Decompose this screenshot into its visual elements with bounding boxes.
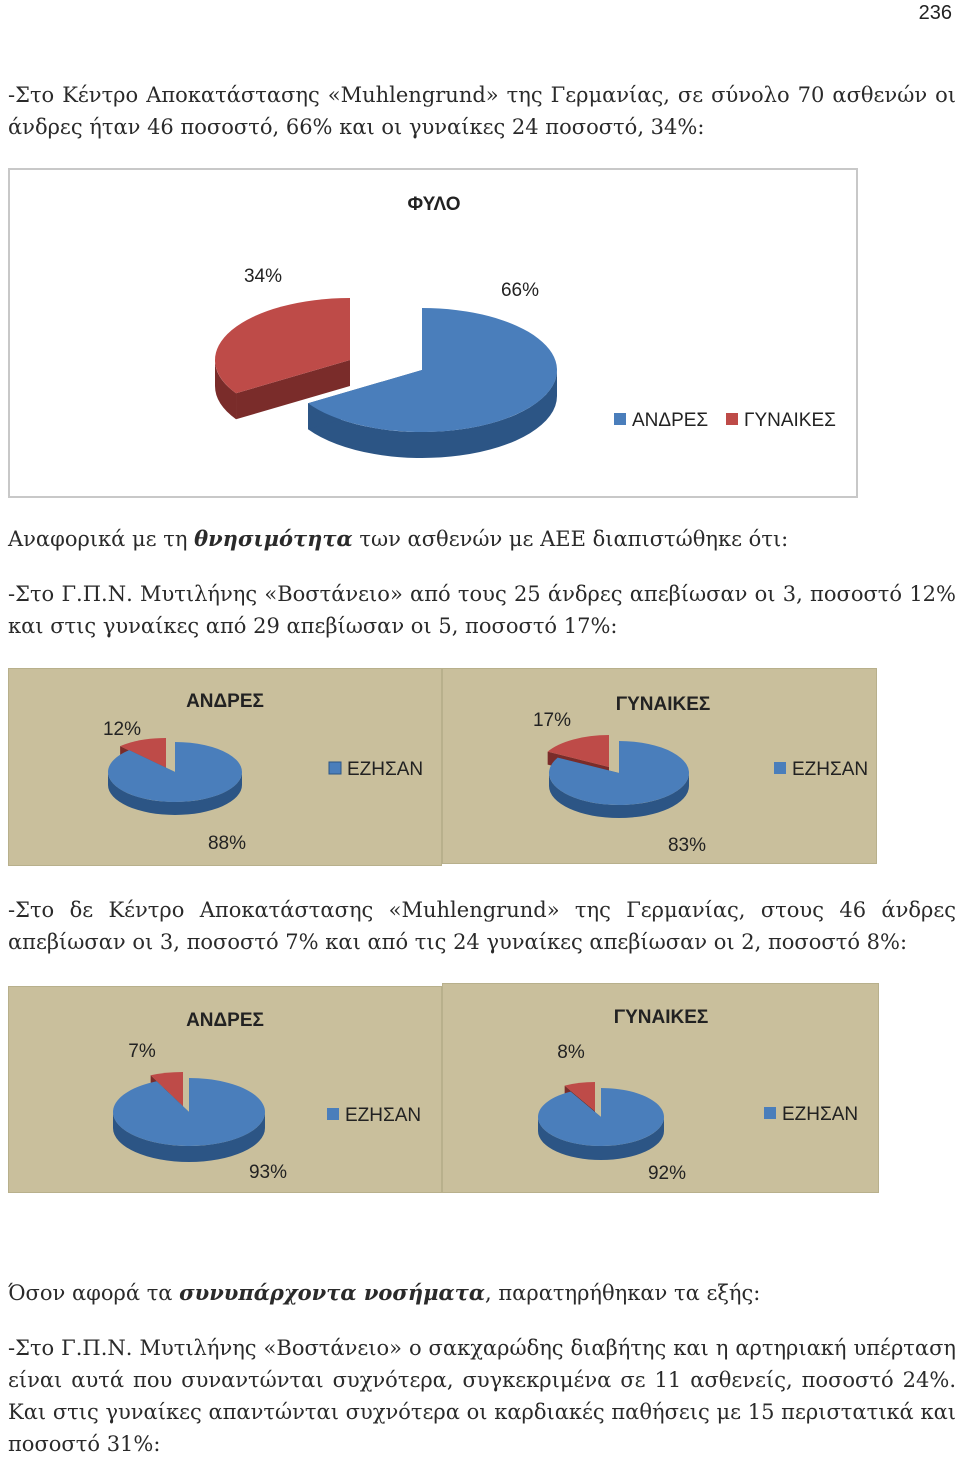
data-label-died: 17% [532,710,572,731]
pie-slice-large [108,742,242,815]
legend-swatch-survived [764,1107,776,1119]
data-label-survived: 83% [667,835,707,856]
chart-title: ΓΥΝΑΙΚΕΣ [615,694,711,715]
data-label-died: 7% [128,1041,156,1062]
legend-label-survived: ΕΖΗΣΑΝ [345,1105,422,1126]
comorbidities-intro-rest: , παρατηρήθηκαν τα εξής: [485,1281,761,1305]
paragraph-muhlengrund-mortality: -Στο δε Κέντρο Αποκατάστασης «Muhlengrund» της Γερμανίας, στους 46 άνδρες απεβίωσαν οι 3, ποσοστό 7% και από τις 24 γυναίκες απεβίωσαν οι 2, ποσοστό 8%: [8,898,956,954]
chart-mytilene-women [442,668,877,864]
pie-layer [215,298,557,458]
pie-slice-large-top [108,742,242,802]
pie-slice-large-top [538,1088,664,1146]
mortality-emphasis: θνησιμότητα [194,526,353,551]
legend-swatch-survived [327,1108,339,1120]
legend-swatch-gynaikes [726,413,738,425]
legend-label-andres: ΑΝΔΡΕΣ [632,410,709,431]
comorbidities-emphasis: συνυπάρχοντα νοσήματα [179,1280,486,1305]
chart-muhlengrund-men [8,986,442,1193]
chart-muhlengrund-women [442,983,879,1193]
pie-layer [538,1082,664,1160]
chart-muhlengrund-men-svg [9,987,441,1192]
chart-title: ΑΝΔΡΕΣ [186,1010,264,1031]
data-label-survived: 93% [248,1162,288,1183]
pie-slice-large [538,1088,664,1160]
paragraph-comorbidities-intro [8,1277,956,1309]
mortality-intro-text: Αναφορικά με τη [8,527,195,551]
pie-layer [548,735,689,818]
paragraph-mytilene-mortality: -Στο Γ.Π.Ν. Μυτιλήνης «Βοστάνειο» από τους 25 άνδρες απεβίωσαν οι 3, ποσοστό 12% και στις γυναίκες από 29 απεβίωσαν οι 5, ποσοστό 17%: [8,582,956,638]
pie-slice-large [113,1078,265,1162]
data-label-gynaikes: 34% [243,266,283,287]
chart-title: ΑΝΔΡΕΣ [186,691,264,712]
paragraph-mytilene-comorbidities: -Στο Γ.Π.Ν. Μυτιλήνης «Βοστάνειο» ο σακχαρώδης διαβήτης και η αρτηριακή υπέρταση είναι αυτά που συναντώνται συχνότερα, συγκεκριμένα σε 11 ασθενείς, ποσοστό 24%. Και στις γυναίκες απαντώνται συχνότερα οι καρδιακές παθήσεις με 15 περιστατικά και ποσοστό 31%: [8,1336,956,1456]
legend-label-survived: ΕΖΗΣΑΝ [782,1104,859,1125]
legend-swatch-survived [329,762,341,774]
paragraph-gender-intro: -Στο Κέντρο Αποκατάστασης «Muhlengrund» της Γερμανίας, σε σύνολο 70 ασθενών οι άνδρες ήταν 46 ποσοστό, 66% και οι γυναίκες 24 ποσοστό, 34%: [8,83,956,139]
chart-title: ΦΥΛΟ [407,194,461,215]
data-label-died: 8% [557,1042,585,1063]
chart-muhlengrund-women-svg [443,984,878,1192]
paragraph-mortality-intro [8,523,956,555]
pie-slice-large-top [113,1078,265,1146]
comorbidities-intro-text: Όσον αφορά τα [8,1281,180,1305]
chart-mytilene-men-svg [9,669,441,865]
chart-title: ΓΥΝΑΙΚΕΣ [613,1007,709,1028]
data-label-survived: 88% [207,833,247,854]
page-number: 236 [918,2,952,24]
chart-mytilene-women-svg [443,669,876,863]
pie-layer [108,738,242,815]
data-label-survived: 92% [647,1163,687,1184]
legend-swatch-survived [774,762,786,774]
data-label-andres: 66% [500,280,540,301]
legend-swatch-andres [614,413,626,425]
chart-mytilene-men [8,668,442,866]
data-label-died: 12% [102,719,142,740]
chart-gender-svg [10,170,856,496]
legend-label-survived: ΕΖΗΣΑΝ [347,759,424,780]
legend-label-survived: ΕΖΗΣΑΝ [792,759,869,780]
mortality-intro-rest: των ασθενών με ΑΕΕ διαπιστώθηκε ότι: [352,527,789,551]
pie-layer [113,1072,265,1162]
chart-gender [8,168,858,498]
legend-label-gynaikes: ΓΥΝΑΙΚΕΣ [744,410,836,431]
